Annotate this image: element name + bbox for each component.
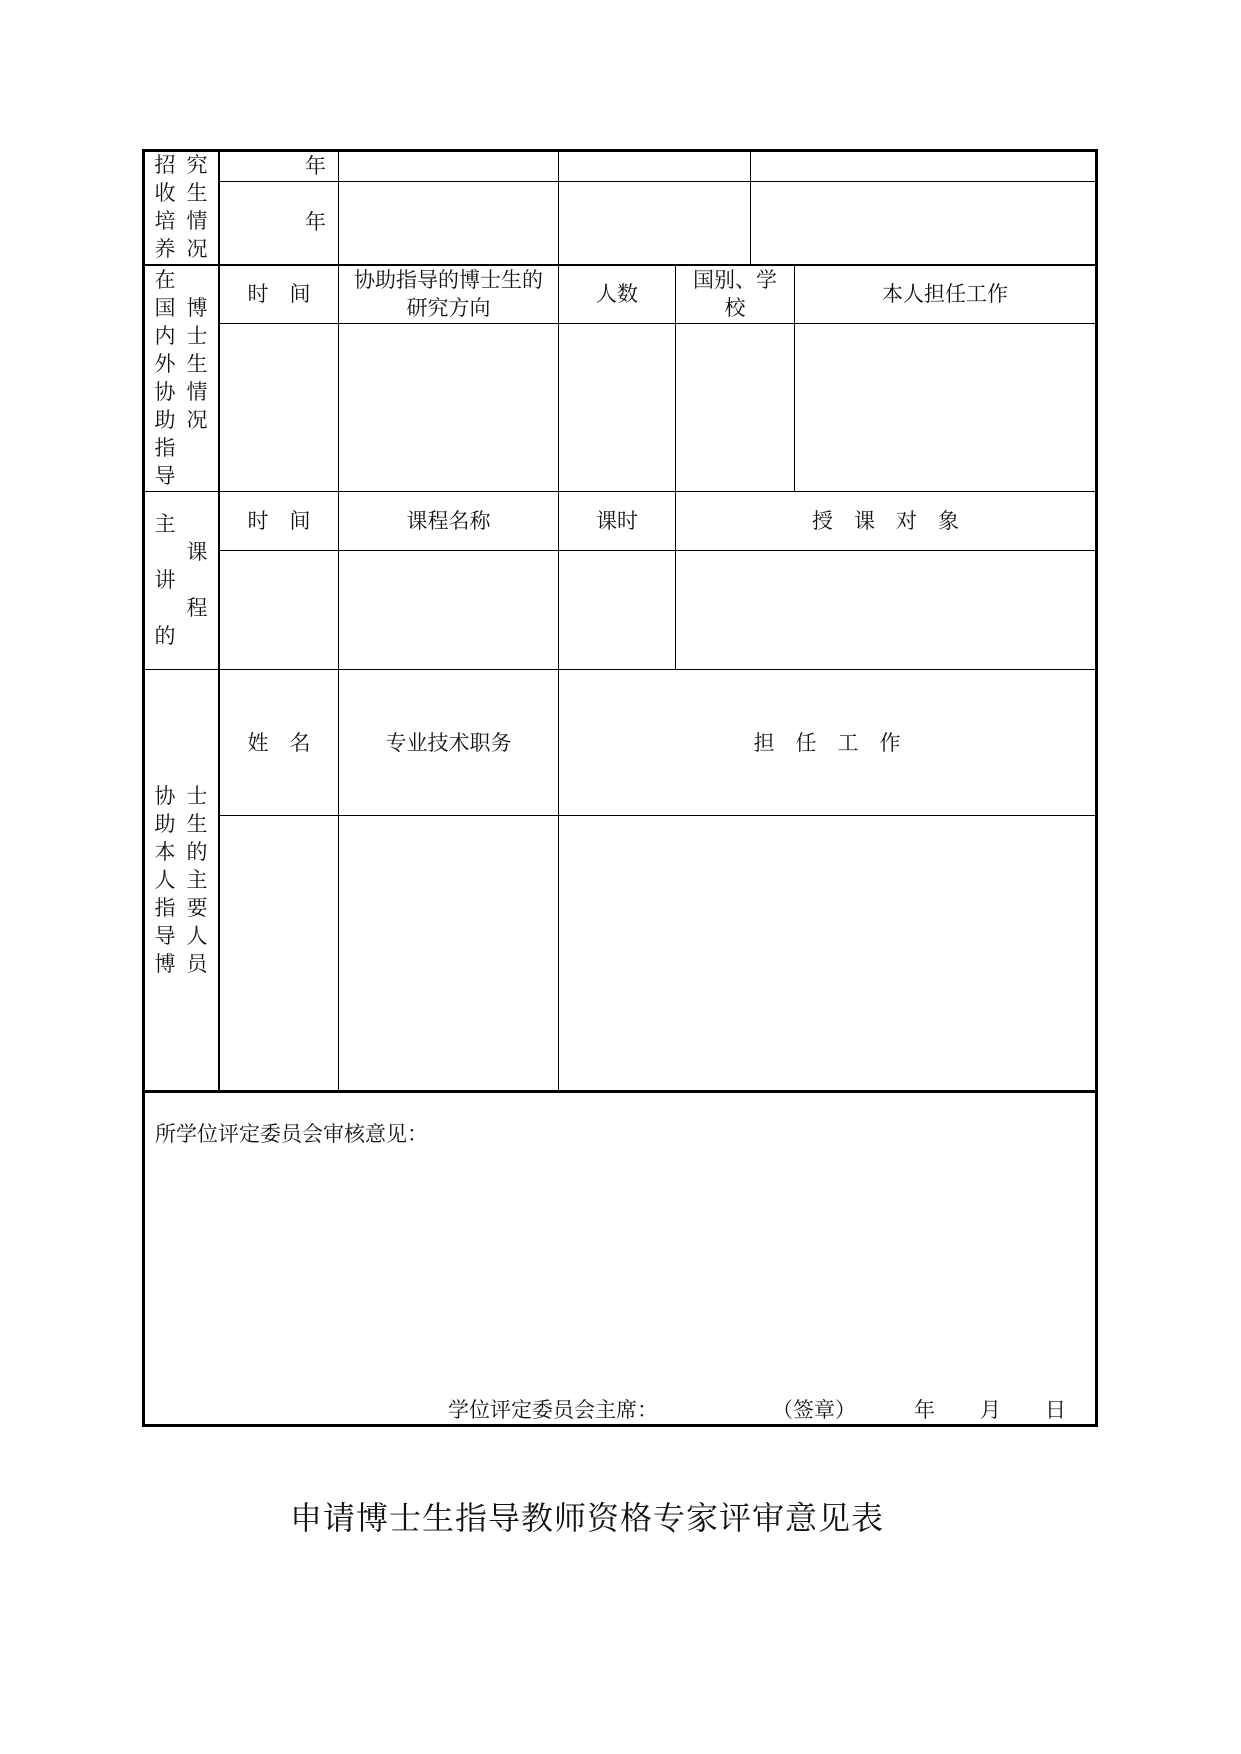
header-count: 人数 (596, 282, 638, 306)
table-border-top (142, 149, 1098, 152)
header-course-name: 课程名称 (406, 509, 491, 533)
section3-label-right: 课 程 (186, 540, 208, 620)
header-country-school: 国别、学 校 (693, 268, 777, 320)
committee-review-label: 所学位评定委员会审核意见： (155, 1122, 428, 1146)
header-time: 时 间 (247, 509, 311, 533)
header-hours: 课时 (596, 509, 638, 533)
row-divider (220, 550, 1098, 551)
header-own-role: 本人担任工作 (882, 282, 1008, 306)
year-label: 年 (305, 210, 326, 234)
table-border-left (142, 149, 145, 1427)
header-time: 时 间 (247, 282, 311, 306)
date-day-label: 日 (1045, 1398, 1066, 1422)
section3-label-left: 主 讲 的 (154, 512, 176, 648)
section2-label-left: 在 国 内 外 协 助 指 导 (154, 268, 176, 488)
date-month-label: 月 (980, 1398, 1001, 1422)
table-border-right (1095, 149, 1098, 1427)
header-professional-title: 专业技术职务 (385, 731, 512, 755)
header-research-direction: 协助指导的博士生的 研究方向 (354, 268, 543, 320)
col-divider (675, 265, 676, 669)
section1-label-right: 究 生 情 况 (186, 153, 208, 261)
section1-label-left: 招 收 培 养 (154, 153, 176, 261)
section4-label-right: 士 生 的 主 要 人 员 (186, 784, 208, 976)
header-duty: 担 任 工 作 (753, 731, 901, 755)
table-border-bottom (142, 1424, 1098, 1427)
year-label: 年 (305, 154, 326, 178)
section-divider (142, 264, 1098, 266)
seal-label: （签章） (772, 1398, 856, 1422)
section2-label-right: 博 士 生 情 况 (186, 296, 208, 432)
row-divider (220, 181, 1098, 182)
row-divider (220, 323, 1098, 324)
header-name: 姓 名 (247, 731, 311, 755)
row-divider (220, 815, 1098, 816)
section-divider (142, 491, 1098, 492)
section-divider (142, 669, 1098, 670)
page-title: 申请博士生指导教师资格专家评审意见表 (290, 1499, 885, 1537)
date-year-label: 年 (914, 1398, 935, 1422)
header-audience: 授 课 对 象 (812, 509, 959, 533)
committee-chair-label: 学位评定委员会主席： (448, 1398, 658, 1422)
section4-label-left: 协 助 本 人 指 导 博 (154, 784, 176, 976)
col-divider (750, 149, 751, 265)
section-divider (142, 1090, 1098, 1093)
